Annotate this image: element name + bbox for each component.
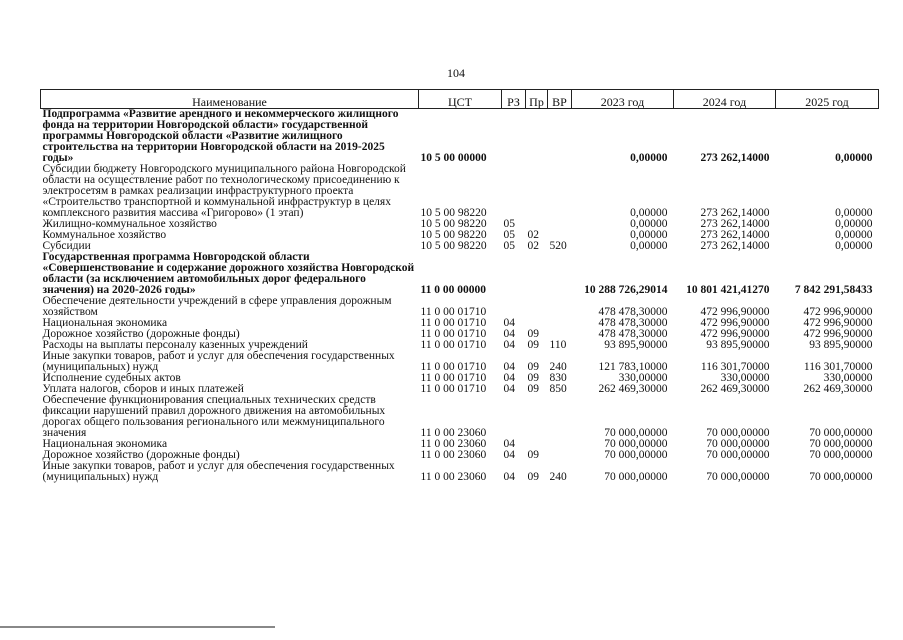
row-2024: 472 996,90000	[700, 328, 770, 340]
row-2024: 262 469,30000	[700, 383, 770, 395]
row-pr: 09	[527, 471, 539, 483]
row-2025: 70 000,00000	[809, 438, 873, 450]
row-name: Национальная экономика	[42, 438, 168, 450]
row-2024: 70 000,00000	[706, 449, 770, 461]
row-vr: 850	[549, 383, 567, 395]
row-2024: 70 000,00000	[706, 471, 770, 483]
row-name: Субсидии	[42, 240, 91, 252]
row-2025: 262 469,30000	[803, 383, 873, 395]
row-2025: 0,00000	[835, 207, 873, 219]
row-2024: 273 262,14000	[700, 229, 770, 241]
row-vr	[548, 164, 572, 219]
table-row	[41, 351, 879, 373]
row-2025: 472 996,90000	[803, 328, 873, 340]
row-2025: 0,00000	[835, 229, 873, 241]
row-2024: 10 801 421,41270	[686, 284, 770, 296]
row-rz	[502, 164, 526, 219]
row-vr: 110	[549, 339, 567, 351]
row-2023: 0,00000	[630, 207, 668, 219]
row-cst: 10 5 00 98220	[420, 240, 487, 252]
row-name: Дорожное хозяйство (дорожные фонды)	[42, 328, 240, 340]
row-2025: 7 842 291,58433	[794, 284, 873, 296]
row-rz: 04	[503, 471, 515, 483]
row-name: Жилищно-коммунальное хозяйство	[42, 218, 217, 230]
row-rz: 04	[503, 383, 515, 395]
row-2025: 330,00000	[823, 372, 873, 384]
row-2023: 478 478,30000	[598, 317, 668, 329]
header-cst: ЦСТ	[419, 90, 502, 109]
header-2025: 2025 год	[776, 90, 879, 109]
row-2025: 70 000,00000	[809, 427, 873, 439]
row-2023: 70 000,00000	[604, 427, 668, 439]
row-2024: 116 301,70000	[700, 361, 770, 373]
row-rz: 04	[503, 449, 515, 461]
header-2024: 2024 год	[674, 90, 776, 109]
header-rz: РЗ	[502, 90, 526, 109]
row-pr: 09	[527, 339, 539, 351]
table-row	[41, 252, 879, 296]
row-vr	[548, 395, 572, 439]
row-2023: 0,00000	[630, 229, 668, 241]
row-cst: 11 0 00 01710	[420, 383, 487, 395]
table-row	[41, 164, 879, 219]
row-rz: 04	[503, 339, 515, 351]
row-name: Обеспечение функционирования специальных технических средств фиксации нарушений правил дорожного движения на автомобильных дорогах общего пользования регионального или межмуниципального значения	[42, 394, 386, 439]
row-pr: 09	[527, 372, 539, 384]
row-rz	[502, 109, 526, 165]
row-cst: 11 0 00 23060	[420, 438, 487, 450]
row-pr: 02	[527, 240, 539, 252]
row-vr	[548, 252, 572, 296]
row-rz: 05	[503, 229, 515, 241]
bottom-scan-edge	[0, 626, 275, 628]
header-vr: ВР	[548, 90, 572, 109]
row-vr	[548, 296, 572, 318]
header-2023: 2023 год	[572, 90, 674, 109]
row-2023: 262 469,30000	[598, 383, 668, 395]
row-2023: 70 000,00000	[604, 471, 668, 483]
row-2023: 0,00000	[630, 240, 668, 252]
header-name: Наименование	[41, 90, 419, 109]
row-cst: 11 0 00 01710	[420, 317, 487, 329]
row-pr	[526, 252, 548, 296]
row-cst: 11 0 00 23060	[420, 449, 487, 461]
row-2023: 70 000,00000	[604, 438, 668, 450]
row-2023: 478 478,30000	[598, 328, 668, 340]
row-2023: 121 783,10000	[598, 361, 668, 373]
row-2025: 70 000,00000	[809, 471, 873, 483]
row-cst: 11 0 00 00000	[420, 284, 486, 296]
row-2024: 93 895,90000	[706, 339, 770, 351]
row-2025: 0,00000	[835, 240, 873, 252]
row-name: Субсидии бюджету Новгородского муниципального района Новгородской области на осуществление работ по технологическому присоединению к электросетям в рамках реализации инфраструктурного проекта «Строительство транспортной и коммунальной инфраструктур в целях комплексного развития массива «Григорово» (1 этап)	[42, 163, 406, 219]
row-2023: 93 895,90000	[604, 339, 668, 351]
row-2024: 273 262,14000	[700, 240, 770, 252]
row-pr: 09	[527, 328, 539, 340]
row-name: Дорожное хозяйство (дорожные фонды)	[42, 449, 240, 461]
row-vr	[548, 109, 572, 165]
row-2025: 116 301,70000	[803, 361, 873, 373]
row-rz: 05	[503, 240, 515, 252]
row-rz	[502, 296, 526, 318]
row-2024: 472 996,90000	[700, 317, 770, 329]
header-pr: Пр	[526, 90, 548, 109]
row-name: Подпрограмма «Развитие арендного и некоммерческого жилищного фонда на территории Новгородской области» государственной программы Новгородской области «Развитие жилищного строительства на территории Новгородской области на 2019-2025 годы»	[42, 108, 399, 164]
table-row	[41, 296, 879, 318]
row-rz: 05	[503, 218, 515, 230]
row-vr	[548, 450, 572, 461]
row-2024: 330,00000	[720, 372, 770, 384]
row-name: Иные закупки товаров, работ и услуг для обеспечения государственных (муниципальных) нужд	[42, 350, 395, 373]
row-pr: 09	[527, 361, 539, 373]
row-2023: 70 000,00000	[604, 449, 668, 461]
table-header-row	[41, 90, 879, 109]
row-rz: 04	[503, 438, 515, 450]
row-rz: 04	[503, 372, 515, 384]
row-name: Коммунальное хозяйство	[42, 229, 167, 241]
row-pr	[526, 395, 548, 439]
table-row	[41, 395, 879, 439]
row-pr	[526, 296, 548, 318]
row-2025: 70 000,00000	[809, 449, 873, 461]
row-2025: 472 996,90000	[803, 317, 873, 329]
row-2023: 10 288 726,29014	[584, 284, 668, 296]
row-name: Национальная экономика	[42, 317, 168, 329]
row-2025: 0,00000	[835, 218, 873, 230]
row-pr	[526, 109, 548, 165]
row-vr: 240	[549, 471, 567, 483]
row-2023: 0,00000	[630, 218, 668, 230]
row-vr	[548, 219, 572, 230]
row-vr: 520	[549, 240, 567, 252]
row-vr: 830	[549, 372, 567, 384]
row-cst: 11 0 00 23060	[420, 427, 487, 439]
budget-table	[40, 89, 879, 483]
row-cst: 11 0 00 01710	[420, 339, 487, 351]
row-vr: 240	[549, 361, 567, 373]
row-cst: 10 5 00 98220	[420, 218, 487, 230]
row-2024: 70 000,00000	[706, 438, 770, 450]
row-name: Расходы на выплаты персоналу казенных учреждений	[42, 339, 308, 351]
row-2025: 93 895,90000	[809, 339, 873, 351]
row-2025: 0,00000	[835, 152, 873, 164]
row-rz	[502, 395, 526, 439]
row-cst: 11 0 00 23060	[420, 471, 487, 483]
row-rz	[502, 252, 526, 296]
table-body	[41, 109, 879, 484]
row-2023: 0,00000	[630, 152, 668, 164]
row-pr	[526, 164, 548, 219]
row-2025: 472 996,90000	[803, 306, 873, 318]
page-number: 104	[447, 66, 465, 80]
row-name: Обеспечение деятельности учреждений в сфере управления дорожным хозяйством	[42, 295, 392, 318]
row-cst: 10 5 00 98220	[420, 229, 487, 241]
row-cst: 11 0 00 01710	[420, 306, 487, 318]
row-vr	[548, 439, 572, 450]
row-rz: 04	[503, 328, 515, 340]
row-pr: 09	[527, 449, 539, 461]
row-2024: 273 262,14000	[700, 218, 770, 230]
row-cst: 11 0 00 01710	[420, 328, 487, 340]
table-row	[41, 461, 879, 483]
row-name: Уплата налогов, сборов и иных платежей	[42, 383, 244, 395]
row-name: Иные закупки товаров, работ и услуг для обеспечения государственных (муниципальных) нужд	[42, 460, 395, 483]
row-cst: 11 0 00 01710	[420, 361, 487, 373]
table-row	[41, 109, 879, 165]
row-rz: 04	[503, 361, 515, 373]
row-2024: 70 000,00000	[706, 427, 770, 439]
row-name: Государственная программа Новгородской области «Совершенствование и содержание дорожного хозяйства Новгородской области (за исключением автомобильных дорог федерального значения) на 2020-2026 годы»	[42, 251, 415, 296]
row-cst: 11 0 00 01710	[420, 372, 487, 384]
row-2024: 472 996,90000	[700, 306, 770, 318]
row-rz: 04	[503, 317, 515, 329]
row-pr: 09	[527, 383, 539, 395]
row-name: Исполнение судебных актов	[42, 372, 181, 384]
row-2023: 478 478,30000	[598, 306, 668, 318]
row-pr: 02	[527, 229, 539, 241]
row-2024: 273 262,14000	[700, 207, 770, 219]
row-2024: 273 262,14000	[700, 152, 770, 164]
row-cst: 10 5 00 00000	[420, 152, 487, 164]
row-cst: 10 5 00 98220	[420, 207, 487, 219]
row-2023: 330,00000	[618, 372, 668, 384]
row-vr	[548, 318, 572, 329]
